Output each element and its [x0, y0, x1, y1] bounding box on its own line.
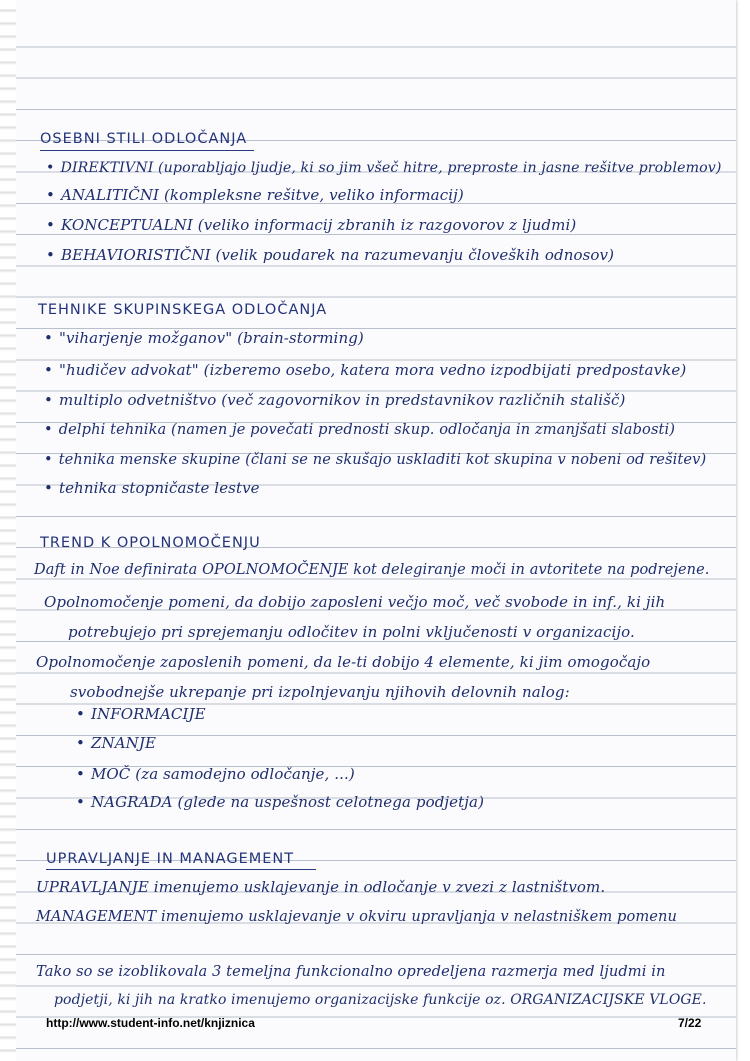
footer-url: http://www.student-info.net/knjiznica: [46, 1016, 255, 1030]
list-item: • ZNANJE: [76, 734, 157, 752]
paragraph-line: MANAGEMENT imenujemo usklajevanje v okviru upravljanja v nelastniškem pomenu: [36, 908, 678, 925]
section-title-empowerment: TREND K OPOLNOMOČENJU: [40, 535, 261, 551]
list-item: • "viharjenje možganov" (brain-storming): [44, 329, 364, 347]
paragraph-line: Tako so se izoblikovala 3 temeljna funkcionalno opredeljena razmerja med ljudmi in: [36, 963, 666, 980]
list-item: • INFORMACIJE: [76, 705, 206, 723]
list-item: • multiplo odvetništvo (več zagovornikov in predstavnikov različnih stališč): [44, 391, 626, 409]
paragraph-line: Opolnomočenje pomeni, da dobijo zaposleni večjo moč, več svobode in inf., ki jih: [44, 593, 666, 611]
list-item: • MOČ (za samodejno odločanje, ...): [76, 765, 355, 783]
paragraph-line: Daft in Noe definirata OPOLNOMOČENJE kot delegiranje moči in avtoritete na podrejene.: [34, 562, 710, 578]
list-item: • BEHAVIORISTIČNI (velik poudarek na razumevanju človeških odnosov): [46, 246, 615, 264]
paragraph-line: svobodnejše ukrepanje pri izpolnjevanju njihovih delovnih nalog:: [70, 683, 570, 701]
paragraph-line: UPRAVLJANJE imenujemo usklajevanje in odločanje v zvezi z lastništvom.: [36, 878, 606, 896]
paragraph-line: podjetji, ki jih na kratko imenujemo organizacijske funkcije oz. ORGANIZACIJSKE VLOGE.: [54, 992, 707, 1008]
title-underline: [46, 869, 316, 870]
section-title-styles: OSEBNI STILI ODLOČANJA: [40, 131, 248, 147]
list-item: • tehnika stopničaste lestve: [44, 479, 260, 497]
paragraph-line: potrebujejo pri sprejemanju odločitev in polni vključenosti v organizacijo.: [68, 623, 635, 641]
section-title-management: UPRAVLJANJE IN MANAGEMENT: [46, 851, 295, 867]
torn-edge: [0, 0, 16, 1061]
list-item: • ANALITIČNI (kompleksne rešitve, veliko informacij): [46, 186, 464, 204]
page-number: 7/22: [678, 1016, 702, 1030]
list-item: • NAGRADA (glede na uspešnost celotnega podjetja): [76, 793, 485, 811]
section-title-group-techniques: TEHNIKE SKUPINSKEGA ODLOČANJA: [38, 302, 328, 318]
list-item: • "hudičev advokat" (izberemo osebo, katera mora vedno izpodbijati predpostavke): [44, 361, 687, 379]
list-item: • DIREKTIVNI (uporabljajo ljudje, ki so jim všeč hitre, preproste in jasne rešitve problemov): [46, 160, 722, 176]
list-item: • tehnika menske skupine (člani se ne skušajo uskladiti kot skupina v nobeni od rešitev): [44, 451, 707, 468]
list-item: • delphi tehnika (namen je povečati prednosti skup. odločanja in zmanjšati slabosti): [44, 421, 676, 438]
paragraph-line: Opolnomočenje zaposlenih pomeni, da le-ti dobijo 4 elemente, ki jim omogočajo: [36, 653, 651, 671]
list-item: • KONCEPTUALNI (veliko informacij zbranih iz razgovorov z ljudmi): [46, 216, 577, 234]
title-underline: [40, 150, 254, 151]
